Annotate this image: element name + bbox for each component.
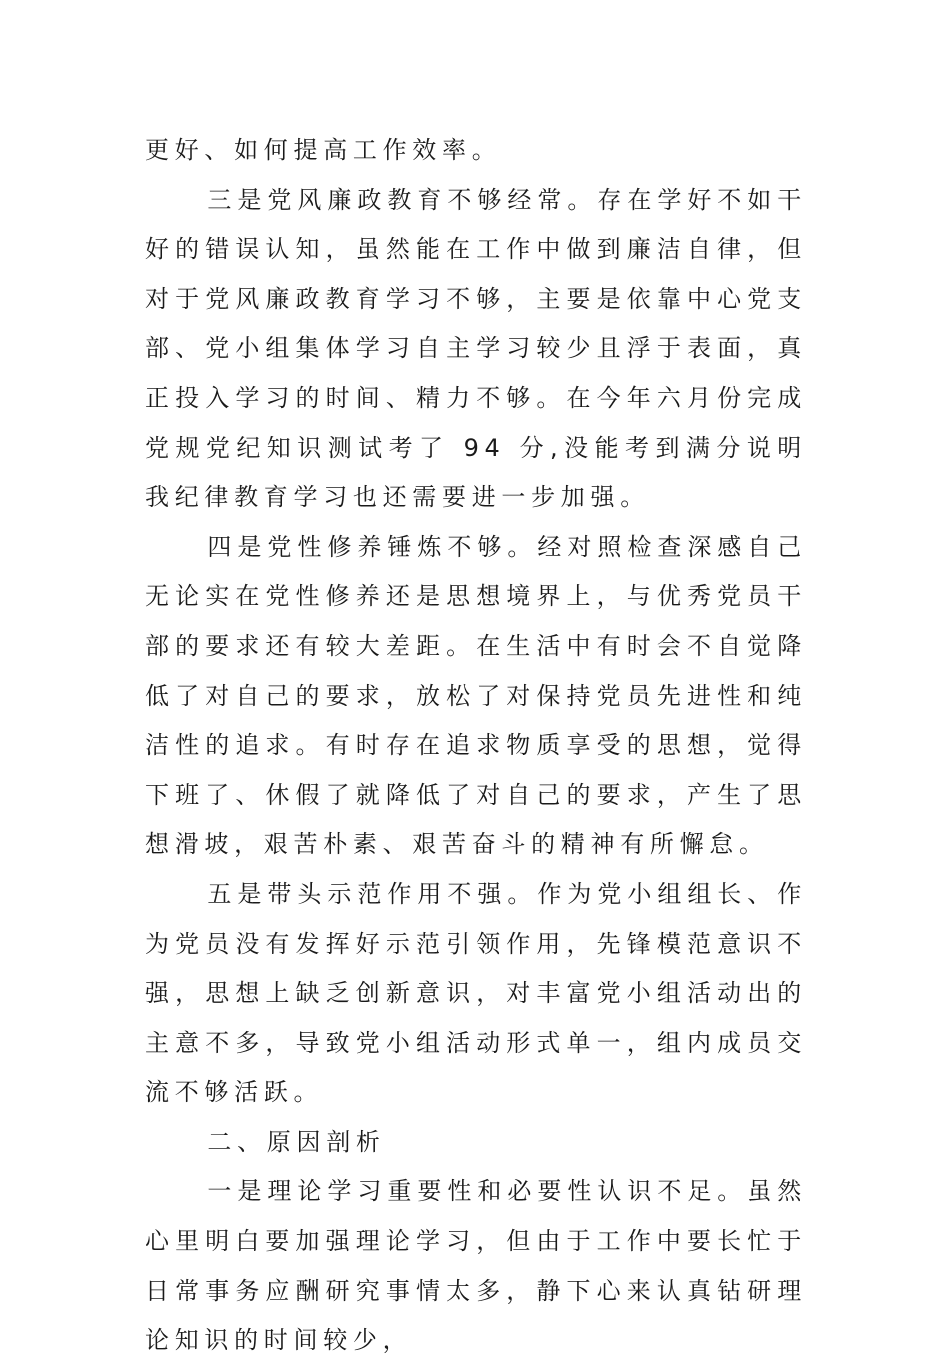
paragraph-party-conduct-education: 三是党风廉政教育不够经常。存在学好不如干好的错误认知，虽然能在工作中做到廉洁自律，但对于党风廉政教育学习不够，主要是依靠中心党支部、党小组集体学习自主学习较少且浮于表面，真正投入学习的时间、精力不够。在今年六月份完成党规党纪知识测试考了 94 分,没能考到满分说明我纪律教育学习也还需要进一步加强。 — [145, 185, 807, 512]
section-heading-cause-analysis: 二、原因剖析 — [207, 1127, 386, 1156]
paragraph-theory-study: 一是理论学习重要性和必要性认识不足。虽然心里明白要加强理论学习，但由于工作中要长忙于日常事务应酬研究事情太多，静下心来认真钻研理论知识的时间较少， — [145, 1177, 807, 1355]
paragraph-party-spirit-cultivation: 四是党性修养锤炼不够。经对照检查深感自己无论实在党性修养还是思想境界上，与优秀党员干部的要求还有较大差距。在生活中有时会不自觉降低了对自己的要求，放松了对保持党员先进性和纯洁性的追求。有时存在追求物质享受的思想，觉得下班了、休假了就降低了对自己的要求，产生了思想滑坡，艰苦朴素、艰苦奋斗的精神有所懈怠。 — [145, 532, 807, 859]
paragraph-leading-role: 五是带头示范作用不强。作为党小组组长、作为党员没有发挥好示范引领作用，先锋模范意识不强，思想上缺乏创新意识，对丰富党小组活动出的主意不多，导致党小组活动形式单一，组内成员交流不够活跃。 — [145, 879, 807, 1107]
document-body — [145, 126, 807, 1366]
paragraph-continued: 更好、如何提高工作效率。 — [145, 136, 502, 164]
